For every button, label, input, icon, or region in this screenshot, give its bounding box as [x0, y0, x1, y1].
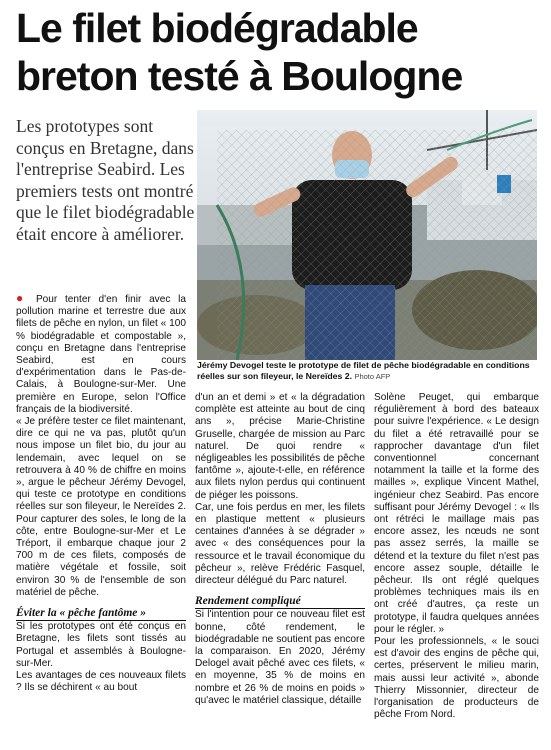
- article-photo: [197, 110, 537, 360]
- paragraph: Les avantages de ces nouveaux filets ? Ils se déchirent « au bout: [16, 670, 186, 694]
- paragraph: d'un an et demi » et « la dégradation complète est atteinte au bout de cinq ans », précise Marie-Christine Gruselle, chargée de mission au Parc naturel. De quoi rendre « négligeables les possibilités de pêche fantôme », ajoute-t-elle, en référence aux filets nylon perdus qui continuent de piéger les poissons.: [195, 392, 365, 501]
- photo-credit: Photo AFP: [354, 372, 391, 381]
- paragraph: Solène Peuget, qui embarque régulièrement à bord des bateaux pour suivre l'expérience. « Le design du filet a été retravaillé pour se rapprocher davantage d'un filet conventionnel concernant notamment la taille et la forme des mailles », explique Vincent Mathel, ingénieur chez Seabird. Pas encore suffisant pour Jérémy Devogel : « Ils ont rétréci le maillage mais pas encore assez, les nœuds ne sont pas assez serrés, la maille se détend et la texture du filet n'est pas encore assez souple, détaille le pêcheur. Ils ont réglé quelques problèmes techniques mais ils en ont créé d'autres, ça reste un prototype, il faudra quelques années pour le régler. »: [374, 392, 539, 635]
- paragraph: Si l'intention pour ce nouveau filet est bonne, côté rendement, le biodégradable ne soutient pas encore la comparaison. En 2020, Jérémy Delogel avait pêché avec ces filets, « en moyenne, 35 % de moins en nombre et 26 % de moins en poids » qu'avec le matériel classique, détaille: [195, 609, 365, 706]
- photo-caption: [197, 360, 542, 382]
- paragraph: Si les prototypes ont été conçus en Bretagne, les filets sont tissés au Portugal et assemblés à Boulogne-sur-Mer.: [16, 621, 186, 669]
- lede-paragraph: Les prototypes sont conçus en Bretagne, dans l'entreprise Seabird. Les premiers tests ont montré que le filet biodégradable était encore à améliorer.: [16, 116, 195, 244]
- article-column-3: [374, 392, 539, 721]
- caption-text: Jérémy Devogel teste le prototype de filet de pêche biodégradable en conditions réelles sur son fileyeur, le Nereïdes 2.: [197, 360, 530, 381]
- subheading: Éviter la « pêche fantôme »: [16, 607, 186, 621]
- headline: Le filet biodégradable breton testé à Boulogne: [16, 5, 463, 99]
- paragraph: Pour les professionnels, « le souci est d'avoir des engins de pêche qui, certes, préservent le milieu marin, mais aussi leur activité », abonde Thierry Missonnier, directeur de l'organisation de producteurs de pêche From Nord.: [374, 636, 539, 721]
- article-column-1: [16, 292, 186, 695]
- paragraph: « Je préfère tester ce filet maintenant, dire ce qui ne va pas, plutôt qu'un nous impose un filet bio, du jour au lendemain, avec lequel on se retrouvera à 40 % de chiffre en moins », argue le pêcheur Jérémy Devogel, qui teste ce prototype en conditions réelles sur son fileyeur, le Nereïdes 2. Pour capturer des soles, le long de la côte, entre Boulogne-sur-Mer et Le Tréport, il embarque chaque jour 2 700 m de ces filets, composés de matière végétale et fossile, soit environ 30 % de l'ensemble de son matériel de pêche.: [16, 416, 186, 598]
- red-bullet-icon: ●: [16, 291, 29, 305]
- subheading: Rendement compliqué: [195, 595, 365, 609]
- article-column-2: [195, 392, 365, 707]
- paragraph: ● Pour tenter d'en finir avec la pollution marine et terrestre due aux filets de pêche en nylon, un filet « 100 % biodégradable et compostable », conçu en Bretagne dans l'entreprise Seabird, est en cours d'expérimentation dans le Pas-de-Calais, à Boulogne-sur-Mer. Une première en Europe, selon l'Office français de la biodiversité.: [16, 291, 186, 415]
- paragraph: Car, une fois perdus en mer, les filets en plastique mettent « plusieurs centaines d'années à se dégrader » avec « des conséquences pour la ressource et le travail économique du pêcheur », relève Frédéric Fasquel, directeur délégué du Parc naturel.: [195, 501, 365, 587]
